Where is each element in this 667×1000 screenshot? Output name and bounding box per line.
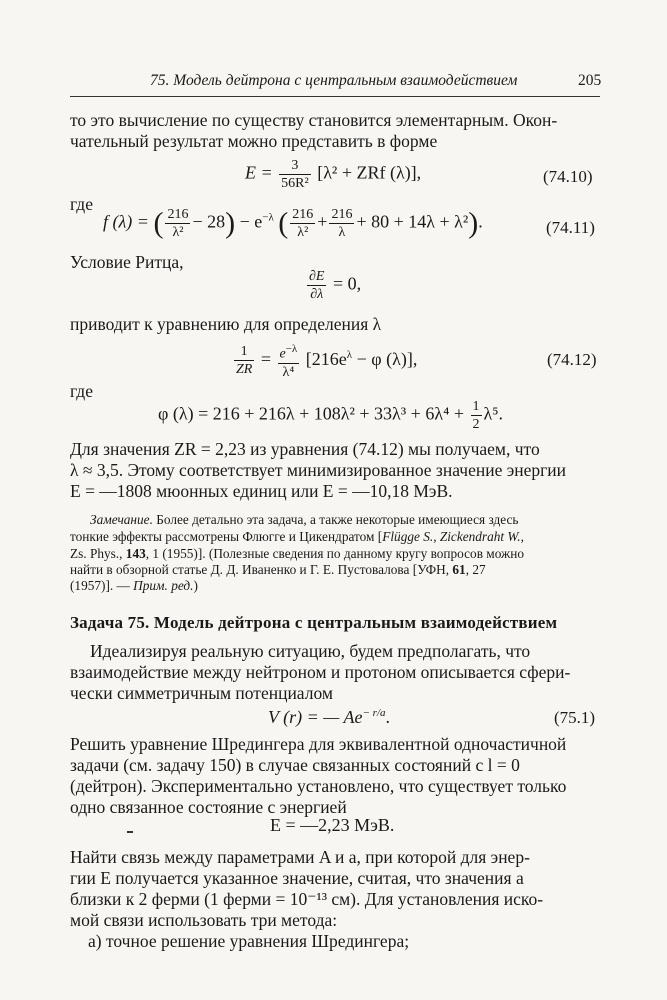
equation-74-10 bbox=[245, 157, 421, 192]
equation-ritz bbox=[305, 268, 361, 303]
note-line bbox=[70, 578, 198, 595]
eq-term: − e bbox=[239, 211, 263, 232]
numerator: 216 bbox=[292, 207, 314, 222]
text-line: чательный результат можно представить в форме bbox=[70, 131, 438, 151]
numerator: 1 bbox=[472, 399, 480, 414]
text-line: где bbox=[70, 381, 93, 401]
fraction bbox=[307, 268, 326, 303]
denominator: λ² bbox=[297, 225, 309, 240]
text-line: приводит к уравнению для определения λ bbox=[70, 314, 382, 334]
note-text: найти в обзорной статье Д. Д. Иваненко и Г. Е. Пустовалова [УФН, bbox=[70, 562, 453, 577]
denominator: 56R² bbox=[281, 176, 309, 191]
note-text: Более детально эта задача, а также некоторые имеющиеся здесь bbox=[152, 512, 519, 527]
fraction bbox=[165, 206, 190, 241]
text-line: взаимодействие между нейтроном и протоном описывается сфери- bbox=[70, 662, 571, 682]
text-line: Идеализируя реальную ситуацию, будем предполагать, что bbox=[90, 641, 531, 661]
note-label: Замечание. bbox=[90, 512, 153, 527]
eq-term: + bbox=[317, 211, 328, 232]
equation-number: (74.10) bbox=[543, 167, 593, 186]
fraction bbox=[329, 206, 354, 241]
denominator: ∂λ bbox=[310, 287, 324, 302]
equation-phi bbox=[158, 398, 503, 433]
denominator: 2 bbox=[472, 417, 480, 432]
problem-heading: Задача 75. Модель дейтрона с центральным взаимодействием bbox=[70, 613, 558, 632]
fraction bbox=[290, 206, 315, 241]
fraction bbox=[279, 157, 311, 192]
equation-number: (74.11) bbox=[546, 218, 595, 237]
text-line: (дейтрон). Экспериментально установлено, что существует только bbox=[70, 776, 567, 796]
fraction bbox=[278, 341, 300, 381]
list-item: а) точное решение уравнения Шредингера; bbox=[88, 931, 410, 951]
eq-term: + 80 + 14λ + λ² bbox=[356, 211, 469, 232]
stray-mark bbox=[127, 831, 133, 833]
note-text: , 1 (1955)]. (Полезные сведения по данному кругу вопросов можно bbox=[145, 546, 524, 561]
text-line: Для значения ZR = 2,23 из уравнения (74.12) мы получаем, что bbox=[70, 439, 540, 459]
fraction bbox=[471, 398, 482, 433]
equation-number: (75.1) bbox=[554, 708, 596, 727]
eq-term: = bbox=[260, 348, 271, 369]
numerator: 3 bbox=[279, 157, 311, 175]
header-rule bbox=[70, 96, 600, 97]
numerator: 216 bbox=[167, 207, 189, 222]
text-line: гии E получается указанное значение, считая, что значения a bbox=[70, 868, 524, 888]
text-line: близки к 2 ферми (1 ферми = 10⁻¹³ см). Для установления иско- bbox=[70, 889, 544, 909]
numerator: 216 bbox=[331, 207, 353, 222]
page-number: 205 bbox=[578, 72, 602, 89]
eq-term: − φ (λ)], bbox=[352, 348, 418, 369]
note-text: (1957)]. — bbox=[70, 578, 134, 593]
note-line bbox=[90, 512, 518, 529]
fraction bbox=[234, 343, 254, 378]
running-title: 75. Модель дейтрона с центральным взаимодействием bbox=[150, 72, 518, 89]
text-line: задачи (см. задачу 150) в случае связанных состояний с l = 0 bbox=[70, 755, 520, 775]
equation-74-11: f (λ) = ( $\frac{216}{\text{λ²}}$ − $28) - e^{-\lambda}$ ( $\frac{216}{\text{λ²}}$ + $\frac{216}{\lambda}$ + 80 + 14λ + λ²). bbox=[103, 206, 483, 240]
denominator: ZR bbox=[236, 362, 253, 378]
equation-energy: E = —2,23 МэВ. bbox=[270, 815, 395, 835]
note-text: Zs. Phys., bbox=[70, 546, 126, 561]
text-line: то это вычисление по существу становится элементарным. Окон- bbox=[70, 110, 558, 130]
note-line bbox=[70, 546, 524, 563]
numerator: ∂E bbox=[309, 269, 325, 284]
text-line: мой связи использовать три метода: bbox=[70, 910, 338, 930]
eq-lhs: f (λ) = bbox=[103, 211, 149, 232]
denominator: λ⁴ bbox=[282, 364, 295, 380]
note-text: , 27 bbox=[465, 562, 486, 577]
note-line bbox=[70, 529, 524, 546]
note-line bbox=[70, 562, 486, 579]
eq-lhs: E = bbox=[245, 162, 273, 183]
text-line: λ ≈ 3,5. Этому соответствует минимизированное значение энергии bbox=[70, 460, 567, 480]
equation-75-1 bbox=[268, 707, 390, 728]
denominator: λ² bbox=[172, 225, 184, 240]
equation-number: (74.12) bbox=[547, 350, 597, 369]
eq-term: λ⁵. bbox=[483, 403, 504, 424]
text-line: Условие Ритца, bbox=[70, 252, 184, 272]
text-line: Решить уравнение Шредингера для эквивалентной одночастичной bbox=[70, 734, 567, 754]
note-volume: 143 bbox=[125, 546, 146, 561]
eq-exponent: −λ bbox=[285, 343, 298, 355]
numerator: 1 bbox=[234, 343, 254, 361]
eq-term: . bbox=[478, 211, 483, 232]
note-text: тонкие эффекты рассмотрены Флюгге и Цикендратом [ bbox=[70, 529, 383, 544]
eq-exponent: λ bbox=[346, 348, 353, 361]
text-line: Найти связь между параметрами A и a, при которой для энер- bbox=[70, 847, 530, 867]
eq-term: [216e bbox=[305, 348, 347, 369]
eq-term: V (r) = — Ae bbox=[268, 707, 363, 727]
denominator: λ bbox=[338, 225, 346, 240]
note-editor: Прим. ред. bbox=[133, 578, 194, 593]
note-citation: Flügge S., Zickendraht W., bbox=[382, 529, 524, 544]
eq-rest: [λ² + ZRf (λ)], bbox=[317, 162, 422, 183]
numerator: e bbox=[279, 346, 286, 362]
text-line: одно связанное состояние с энергией bbox=[70, 797, 347, 817]
eq-exponent: − r/a bbox=[362, 707, 386, 719]
eq-term: . bbox=[385, 707, 390, 727]
eq-term: = 0, bbox=[332, 273, 362, 294]
eq-term: − 28 bbox=[192, 211, 226, 232]
equation-74-12 bbox=[232, 341, 417, 381]
note-volume: 61 bbox=[452, 562, 466, 577]
eq-term: φ (λ) = 216 + 216λ + 108λ² + 33λ³ + 6λ⁴ + bbox=[158, 403, 464, 424]
text-line: чески симметричным потенциалом bbox=[70, 683, 333, 703]
eq-exponent: −λ bbox=[262, 211, 274, 224]
text-line: E = —1808 мюонных единиц или E = —10,18 МэВ. bbox=[70, 481, 453, 501]
text-line: где bbox=[70, 194, 93, 214]
note-text: ) bbox=[193, 578, 198, 593]
